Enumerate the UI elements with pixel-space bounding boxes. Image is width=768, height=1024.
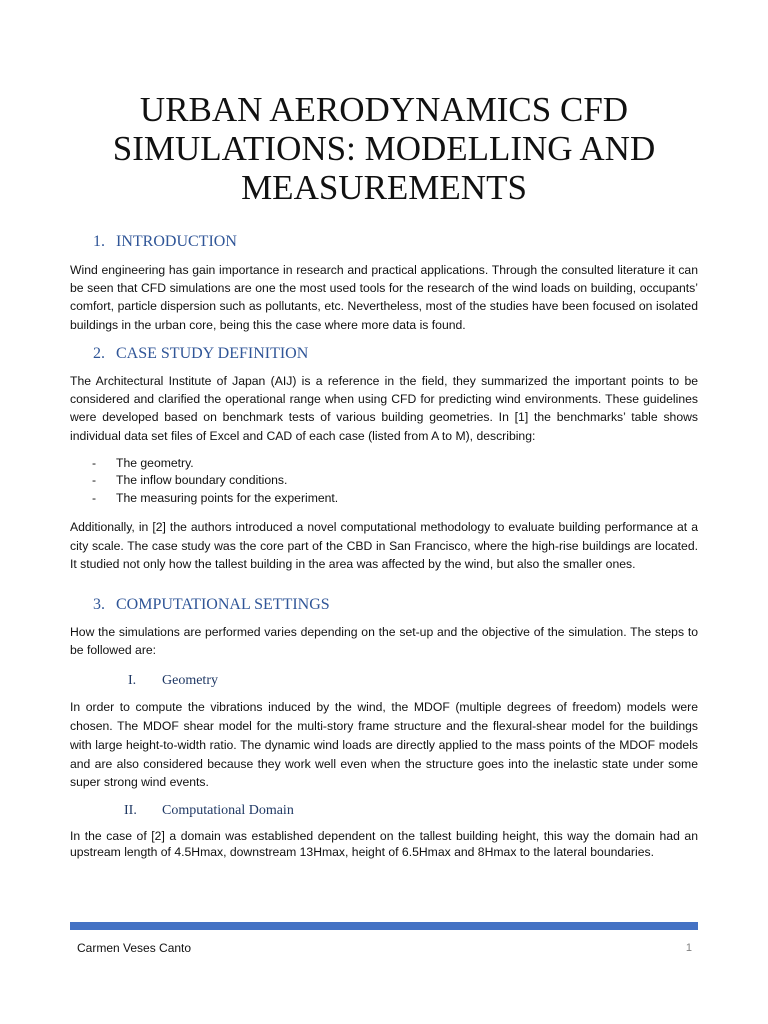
paragraph: In the case of [2] a domain was established dependent on the tallest building height, this way the domain had an upstream length of 4.5Hmax, downstream 13Hmax, height of 6.5Hmax and 8Hmax to the lateral boundaries. — [70, 828, 698, 860]
paragraph: Wind engineering has gain importance in research and practical applications. Through the consulted literature it can be seen that CFD simulations are one the most used tools for the research of the wind loads on building, occupants’ comfort, particle dispersion such as pollutants, etc. Nevertheless, most of the studies have been focused on isolated buildings in the urban core, being this the case where more data is found. — [70, 263, 698, 332]
paragraph: How the simulations are performed varies depending on the set-up and the objective of the simulation. The steps to be followed are: — [70, 625, 698, 658]
section-case-study — [70, 344, 698, 573]
list-item: - The measuring points for the experiment. — [92, 490, 339, 505]
section-introduction — [70, 232, 698, 334]
subsection-title: Computational Domain — [162, 802, 294, 818]
section-number: 1. — [93, 233, 105, 250]
document-title: URBAN AERODYNAMICS CFD SIMULATIONS: MODELLING AND MEASUREMENTS — [112, 90, 656, 207]
subsection-heading — [70, 802, 698, 820]
subsection-heading — [70, 672, 698, 690]
bullet-list — [70, 455, 698, 508]
footer-author: Carmen Veses Canto — [77, 941, 192, 955]
paragraph: Additionally, in [2] the authors introduced a novel computational methodology to evaluate building performance at a city scale. The case study was the core part of the CBD in San Francisco, where the high-rise buildings are located. It studied not only how the tallest building in the area was affected by the wind, but also the smaller ones. — [70, 520, 698, 571]
paragraph: In order to compute the vibrations induced by the wind, the MDOF (multiple degrees of freedom) models were chosen. The MDOF shear model for the multi-story frame structure and the flexural-shear model for the buildings with large height-to-width ratio. The dynamic wind loads are directly applied to the mass points of the MDOF models and are also considered because they work well even when the structure goes into the inelastic state under some super strong wind events. — [70, 700, 698, 790]
footer-rule — [70, 922, 698, 930]
subsection-number: II. — [124, 802, 137, 818]
section-computational-settings — [70, 595, 698, 861]
section-title: COMPUTATIONAL SETTINGS — [116, 596, 330, 613]
section-heading — [70, 344, 698, 364]
section-heading — [70, 595, 698, 615]
subsection-title: Geometry — [162, 673, 218, 689]
page-number: 1 — [685, 942, 692, 954]
section-heading — [70, 232, 698, 252]
paragraph: The Architectural Institute of Japan (AIJ) is a reference in the field, they summarized the important points to be considered and clarified the operational range when using CFD for predicting wind environments. These guidelines were developed based on benchmark tests of various building geometries. In [1] the benchmarks’ table shows individual data set files of Excel and CAD of each case (listed from A to M), describing: — [70, 374, 698, 443]
section-number: 2. — [93, 345, 105, 362]
section-number: 3. — [93, 596, 105, 613]
section-title: INTRODUCTION — [116, 233, 237, 250]
list-item: - The inflow boundary conditions. — [92, 473, 288, 488]
subsection-number: I. — [128, 673, 137, 689]
section-title: CASE STUDY DEFINITION — [116, 345, 309, 362]
list-item: - The geometry. — [92, 455, 194, 470]
